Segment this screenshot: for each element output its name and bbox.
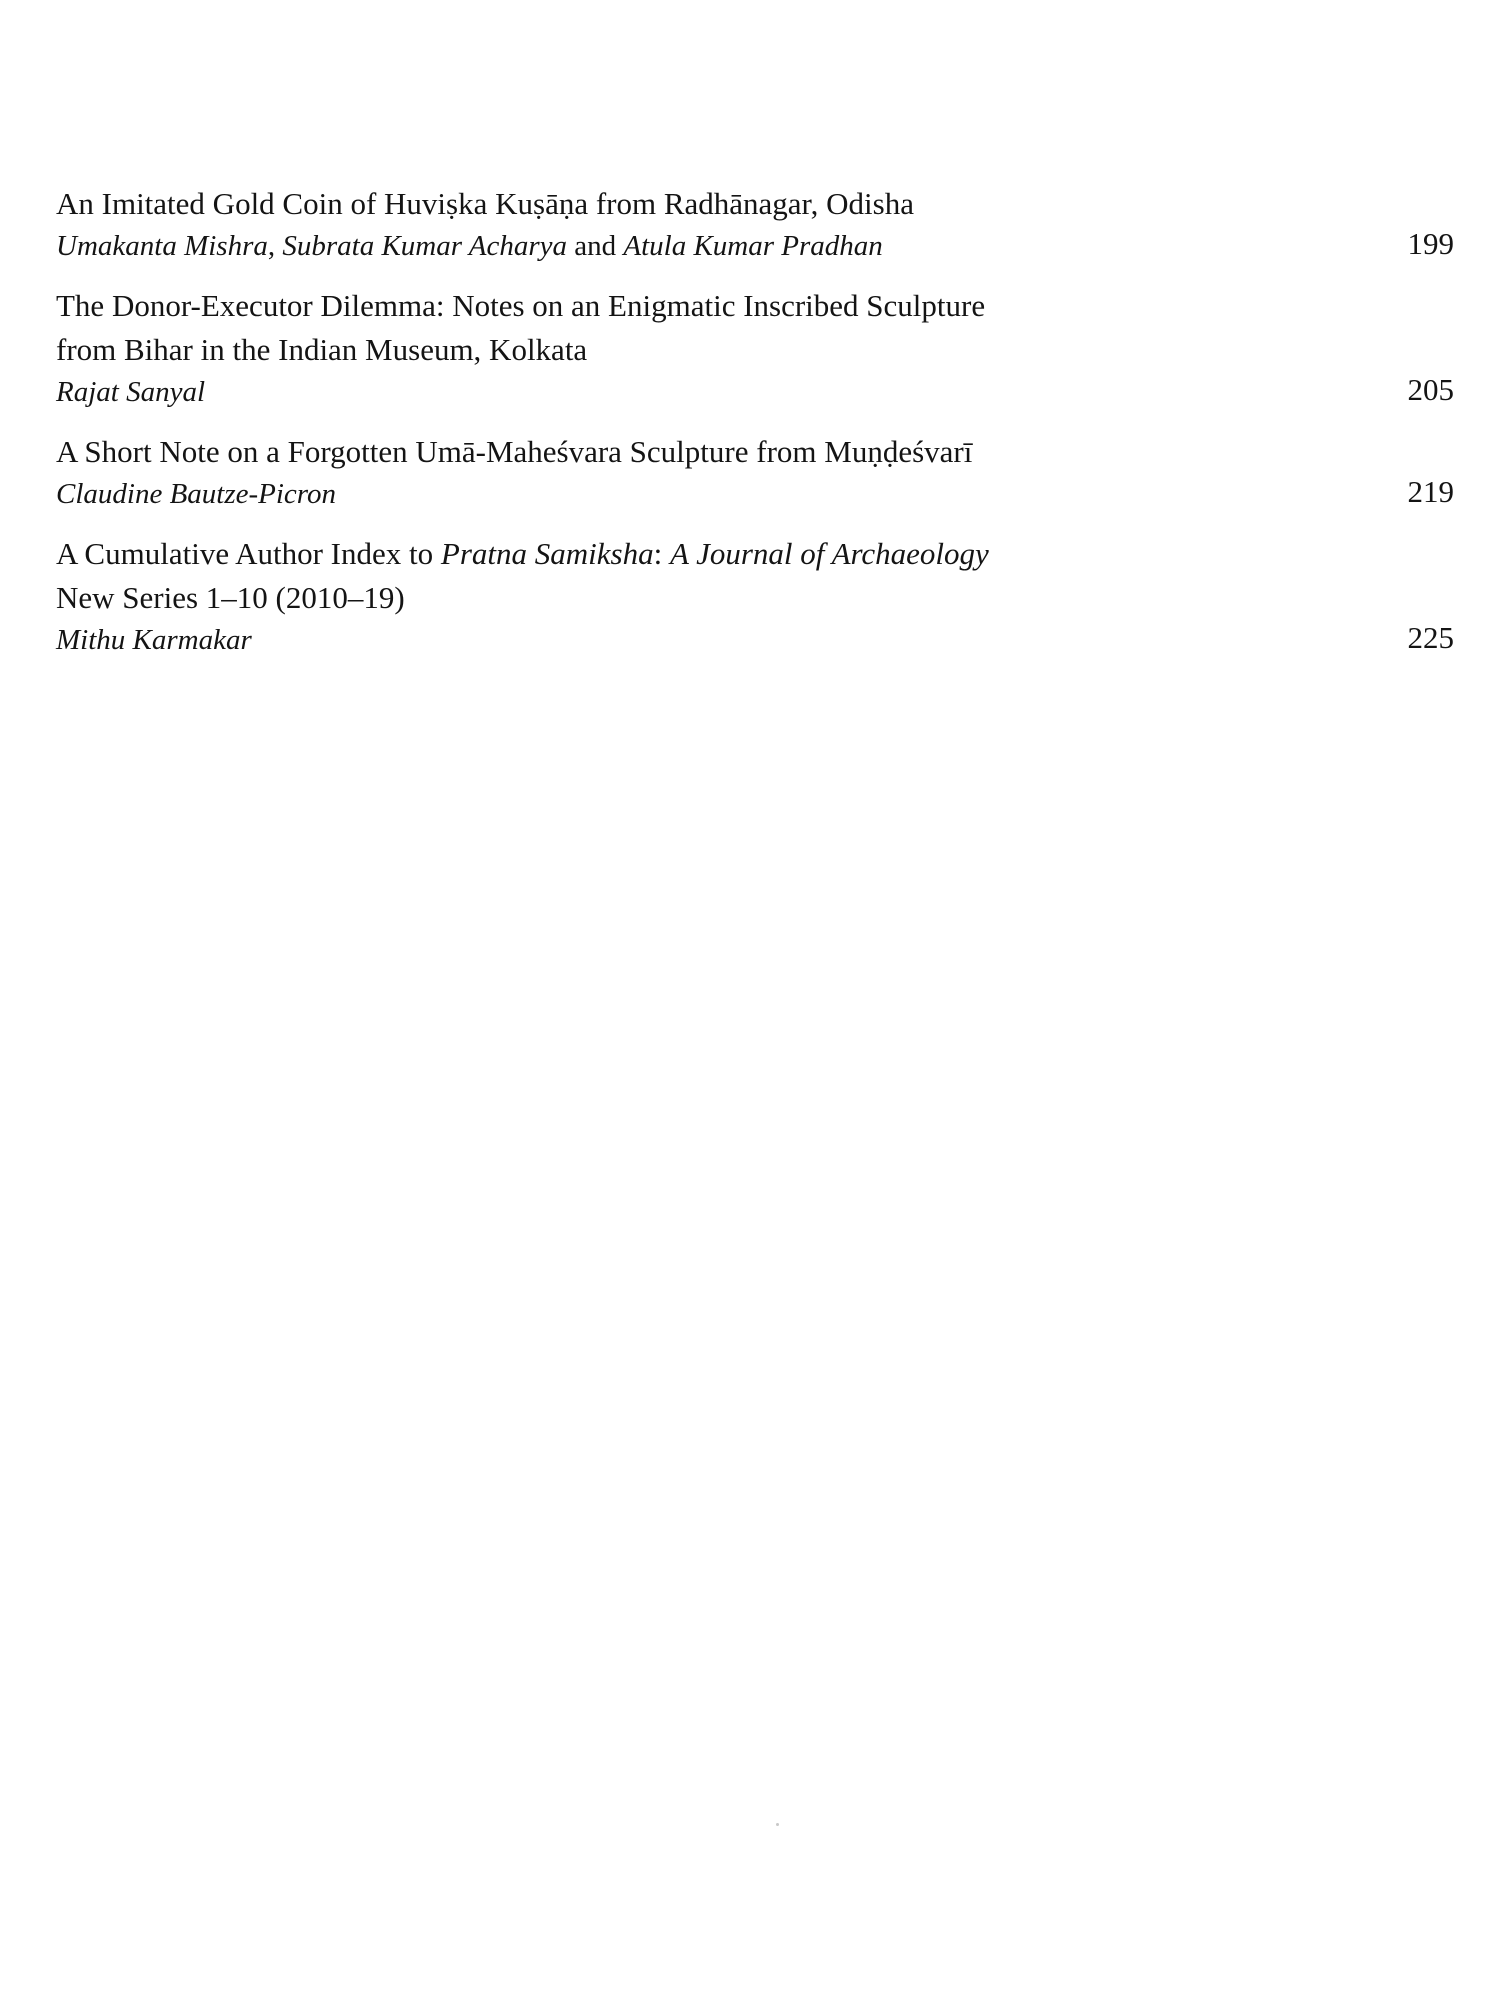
journal-subtitle: A Journal of Archaeology [669, 536, 989, 571]
journal-name: Pratna Samiksha [440, 536, 654, 571]
author-name: Umakanta Mishra [56, 230, 268, 262]
author-separator: and [567, 230, 624, 262]
entry-authors [56, 226, 1286, 266]
toc-entry [56, 182, 1454, 266]
author-name: Mithu Karmakar [56, 624, 252, 656]
page-number: 225 [1407, 620, 1454, 655]
toc-entry [56, 430, 1454, 514]
entry-title [56, 532, 1286, 576]
entry-authors [56, 372, 1286, 412]
toc-entry [56, 532, 1454, 660]
entry-title-continued: New Series 1–10 (2010–19) [56, 580, 405, 615]
toc-entry [56, 284, 1454, 412]
author-name: Subrata Kumar Acharya [282, 230, 567, 262]
title-text: A Cumulative Author Index to [56, 536, 441, 571]
entry-title: An Imitated Gold Coin of Huviṣka Kuṣāṇa from Radhānagar, Odisha [56, 186, 914, 221]
scan-speck [776, 1823, 779, 1826]
author-name: Rajat Sanyal [56, 376, 206, 408]
entry-authors [56, 474, 1286, 514]
entry-authors [56, 620, 1286, 660]
entry-title-continued: from Bihar in the Indian Museum, Kolkata [56, 332, 588, 367]
page-number: 199 [1407, 226, 1454, 261]
table-of-contents [56, 182, 1454, 678]
title-punctuation: : [653, 536, 670, 571]
entry-title: A Short Note on a Forgotten Umā-Maheśvara Sculpture from Muṇḍeśvarī [56, 434, 973, 469]
page-number: 205 [1407, 372, 1454, 407]
author-name: Atula Kumar Pradhan [623, 230, 883, 262]
page-number: 219 [1407, 474, 1454, 509]
entry-title: The Donor-Executor Dilemma: Notes on an Enigmatic Inscribed Sculpture [56, 288, 986, 323]
author-name: Claudine Bautze-Picron [56, 478, 337, 510]
author-separator: , [267, 230, 283, 262]
